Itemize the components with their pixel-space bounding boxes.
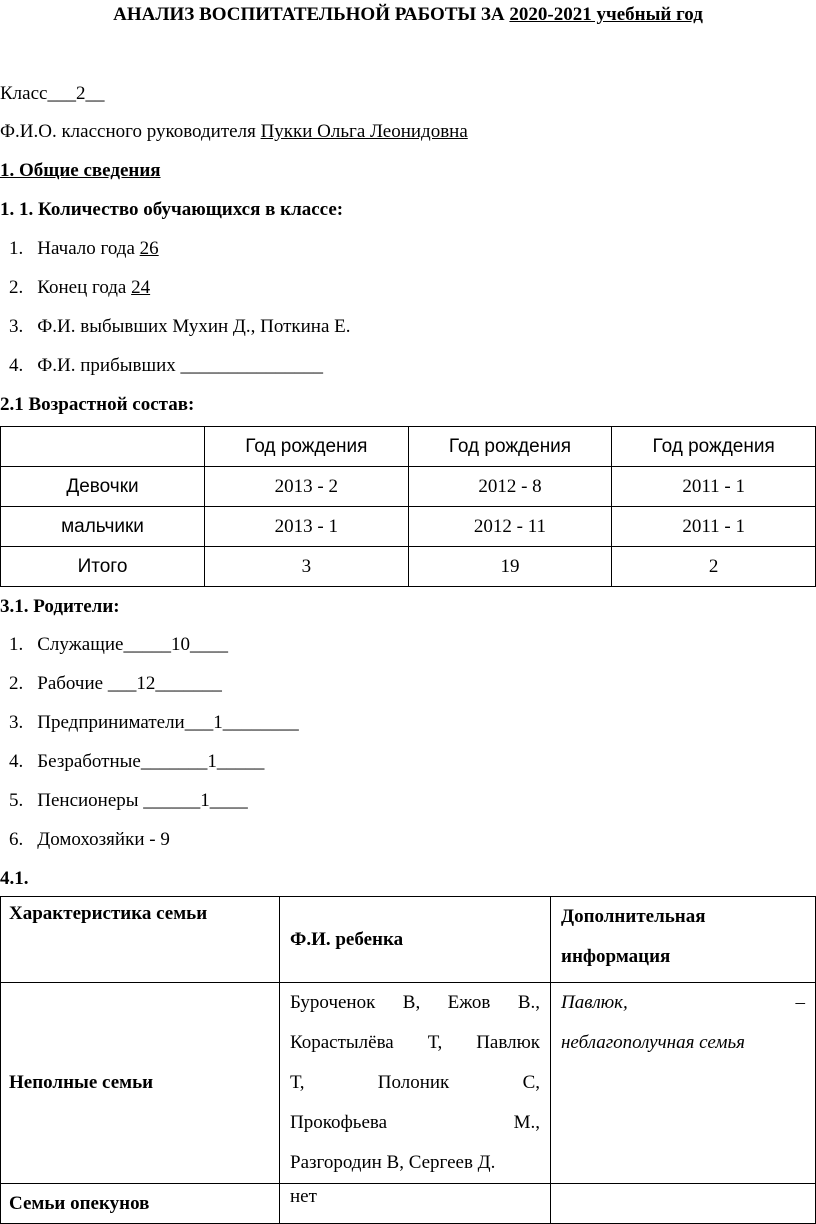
list-item: 3. Предприниматели___1________ <box>9 712 299 733</box>
table-cell: 2 <box>612 547 816 587</box>
table-header: Характеристика семьи <box>1 897 280 983</box>
table-cell <box>280 983 551 1184</box>
list-item: 6. Домохозяйки - 9 <box>9 829 170 850</box>
table-row <box>1 1184 816 1224</box>
table-row <box>1 467 816 507</box>
table-header: Ф.И. ребенка <box>280 897 551 983</box>
title-year: 2020-2021 учебный год <box>509 4 703 25</box>
section-general-info: 1. Общие сведения <box>0 160 161 181</box>
table-cell: 2011 - 1 <box>612 467 816 507</box>
info-dash: – <box>795 992 805 1013</box>
section-parents: 3.1. Родители: <box>0 596 120 617</box>
table-row <box>1 427 816 467</box>
table-row <box>1 897 816 983</box>
age-table <box>0 426 816 587</box>
list-item: 4. Ф.И. прибывших _______________ <box>9 355 324 376</box>
table-cell: 2013 - 2 <box>205 467 409 507</box>
list-item: 1. Служащие_____10____ <box>9 634 228 655</box>
table-cell: мальчики <box>1 507 205 547</box>
info-line: неблагополучная семья <box>561 1032 745 1053</box>
child-line: Т, Полоник С, <box>290 1072 540 1093</box>
table-row <box>1 507 816 547</box>
table-cell: Неполные семьи <box>1 983 280 1184</box>
table-header: Год рождения <box>408 427 612 467</box>
table-cell: 2012 - 11 <box>408 507 612 547</box>
class-line: Класс___2__ <box>0 83 105 104</box>
table-cell: 2012 - 8 <box>408 467 612 507</box>
teacher-label: Ф.И.О. классного руководителя <box>0 121 261 142</box>
child-line: Прокофьева М., <box>290 1112 540 1133</box>
table-cell: 2011 - 1 <box>612 507 816 547</box>
table-cell: 19 <box>408 547 612 587</box>
table-row <box>1 983 816 1184</box>
list-item: 2. Конец года 24 <box>9 277 151 298</box>
list-item: 2. Рабочие ___12_______ <box>9 673 222 694</box>
info-part: Павлюк, <box>561 992 628 1013</box>
family-table <box>0 896 816 1224</box>
list-item: 1. Начало года 26 <box>9 238 159 259</box>
page-title <box>0 4 816 26</box>
table-header: Год рождения <box>612 427 816 467</box>
section-age-composition: 2.1 Возрастной состав: <box>0 394 195 415</box>
table-cell: Семьи опекунов <box>1 1184 280 1224</box>
table-cell: 2013 - 1 <box>205 507 409 547</box>
table-cell: Итого <box>1 547 205 587</box>
table-header: Дополнительная информация <box>551 897 816 983</box>
list-item: 3. Ф.И. выбывших Мухин Д., Поткина Е. <box>9 316 351 337</box>
list-item: 5. Пенсионеры ______1____ <box>9 790 248 811</box>
table-cell: 3 <box>205 547 409 587</box>
child-line: Корастылёва Т, Павлюк <box>290 1032 540 1053</box>
title-prefix: АНАЛИЗ ВОСПИТАТЕЛЬНОЙ РАБОТЫ ЗА <box>113 4 510 25</box>
table-header: Год рождения <box>205 427 409 467</box>
teacher-line <box>0 121 468 143</box>
table-cell: нет <box>280 1184 551 1224</box>
info-line <box>561 983 805 1023</box>
table-cell <box>551 1184 816 1224</box>
teacher-name: Пукки Ольга Леонидовна <box>260 121 468 142</box>
table-cell: Девочки <box>1 467 205 507</box>
child-line: Буроченок В, Ежов В., <box>290 992 540 1013</box>
section-41: 4.1. <box>0 868 29 889</box>
table-cell <box>1 427 205 467</box>
table-cell <box>551 983 816 1184</box>
list-item: 4. Безработные_______1_____ <box>9 751 265 772</box>
section-student-count: 1. 1. Количество обучающихся в классе: <box>0 199 344 220</box>
child-line: Разгородин В, Сергеев Д. <box>290 1152 496 1173</box>
table-row <box>1 547 816 587</box>
